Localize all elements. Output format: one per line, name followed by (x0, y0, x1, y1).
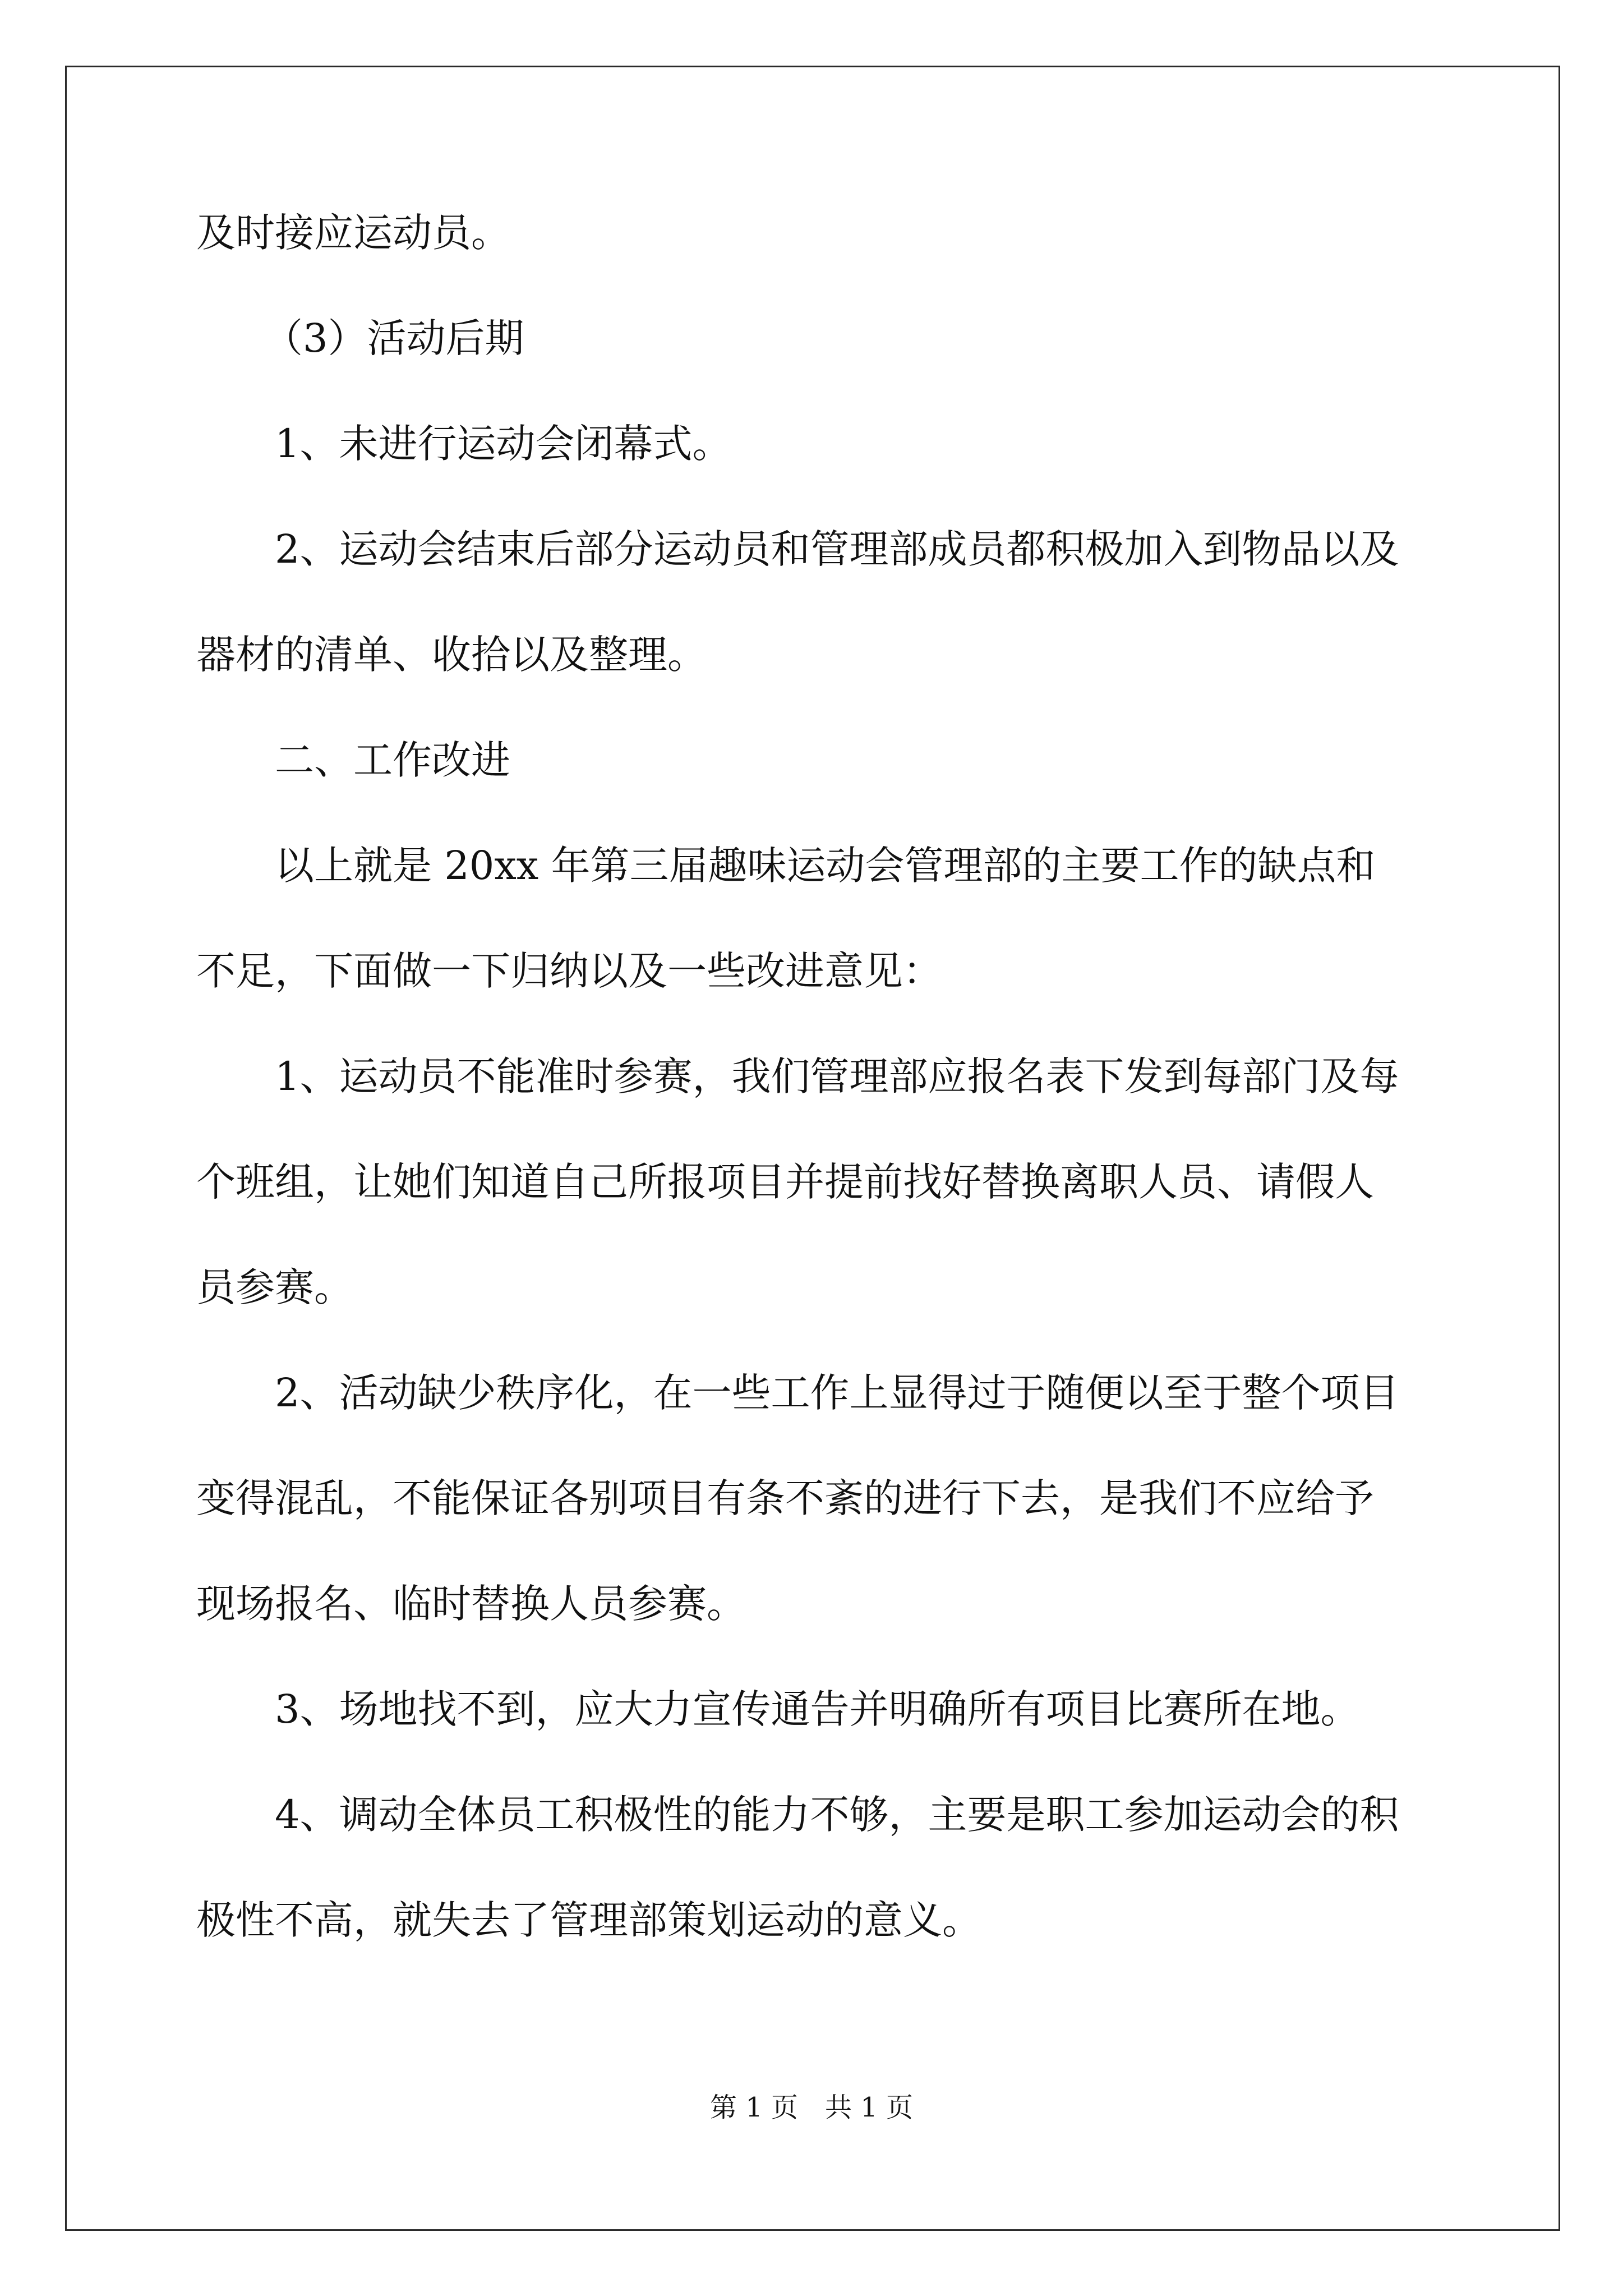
section-heading: （3）活动后期 (264, 315, 524, 361)
paragraph-line: 不足，下面做一下归纳以及一些改进意见： (196, 948, 942, 994)
paragraph-line: 员参赛。 (196, 1264, 353, 1310)
paragraph-line: 3、场地找不到，应大力宣传通告并明确所有项目比赛所在地。 (275, 1686, 1360, 1732)
paragraph-line: 1、未进行运动会闭幕式。 (275, 421, 732, 467)
paragraph-line: 个班组，让她们知道自己所报项目并提前找好替换离职人员、请假人 (196, 1159, 1374, 1205)
page-footer: 第 1 页 共 1 页 (709, 2092, 914, 2123)
paragraph-line: 器材的清单、收拾以及整理。 (196, 632, 707, 678)
paragraph-line: 以上就是 20xx 年第三届趣味运动会管理部的主要工作的缺点和 (275, 843, 1376, 889)
paragraph-line: 1、运动员不能准时参赛，我们管理部应报名表下发到每部门及每 (275, 1053, 1399, 1099)
paragraph-line: 2、运动会结束后部分运动员和管理部成员都积极加入到物品以及 (275, 526, 1399, 572)
paragraph-line: 4、调动全体员工积极性的能力不够，主要是职工参加运动会的积 (275, 1792, 1399, 1838)
paragraph-line: 变得混乱，不能保证各别项目有条不紊的进行下去，是我们不应给予 (196, 1475, 1374, 1521)
paragraph-line: 及时接应运动员。 (196, 210, 510, 256)
section-heading: 二、工作改进 (275, 737, 510, 783)
paragraph-line: 极性不高，就失去了管理部策划运动的意义。 (196, 1897, 981, 1943)
paragraph-line: 2、活动缺少秩序化，在一些工作上显得过于随便以至于整个项目 (275, 1370, 1399, 1416)
paragraph-line: 现场报名、临时替换人员参赛。 (196, 1581, 746, 1627)
